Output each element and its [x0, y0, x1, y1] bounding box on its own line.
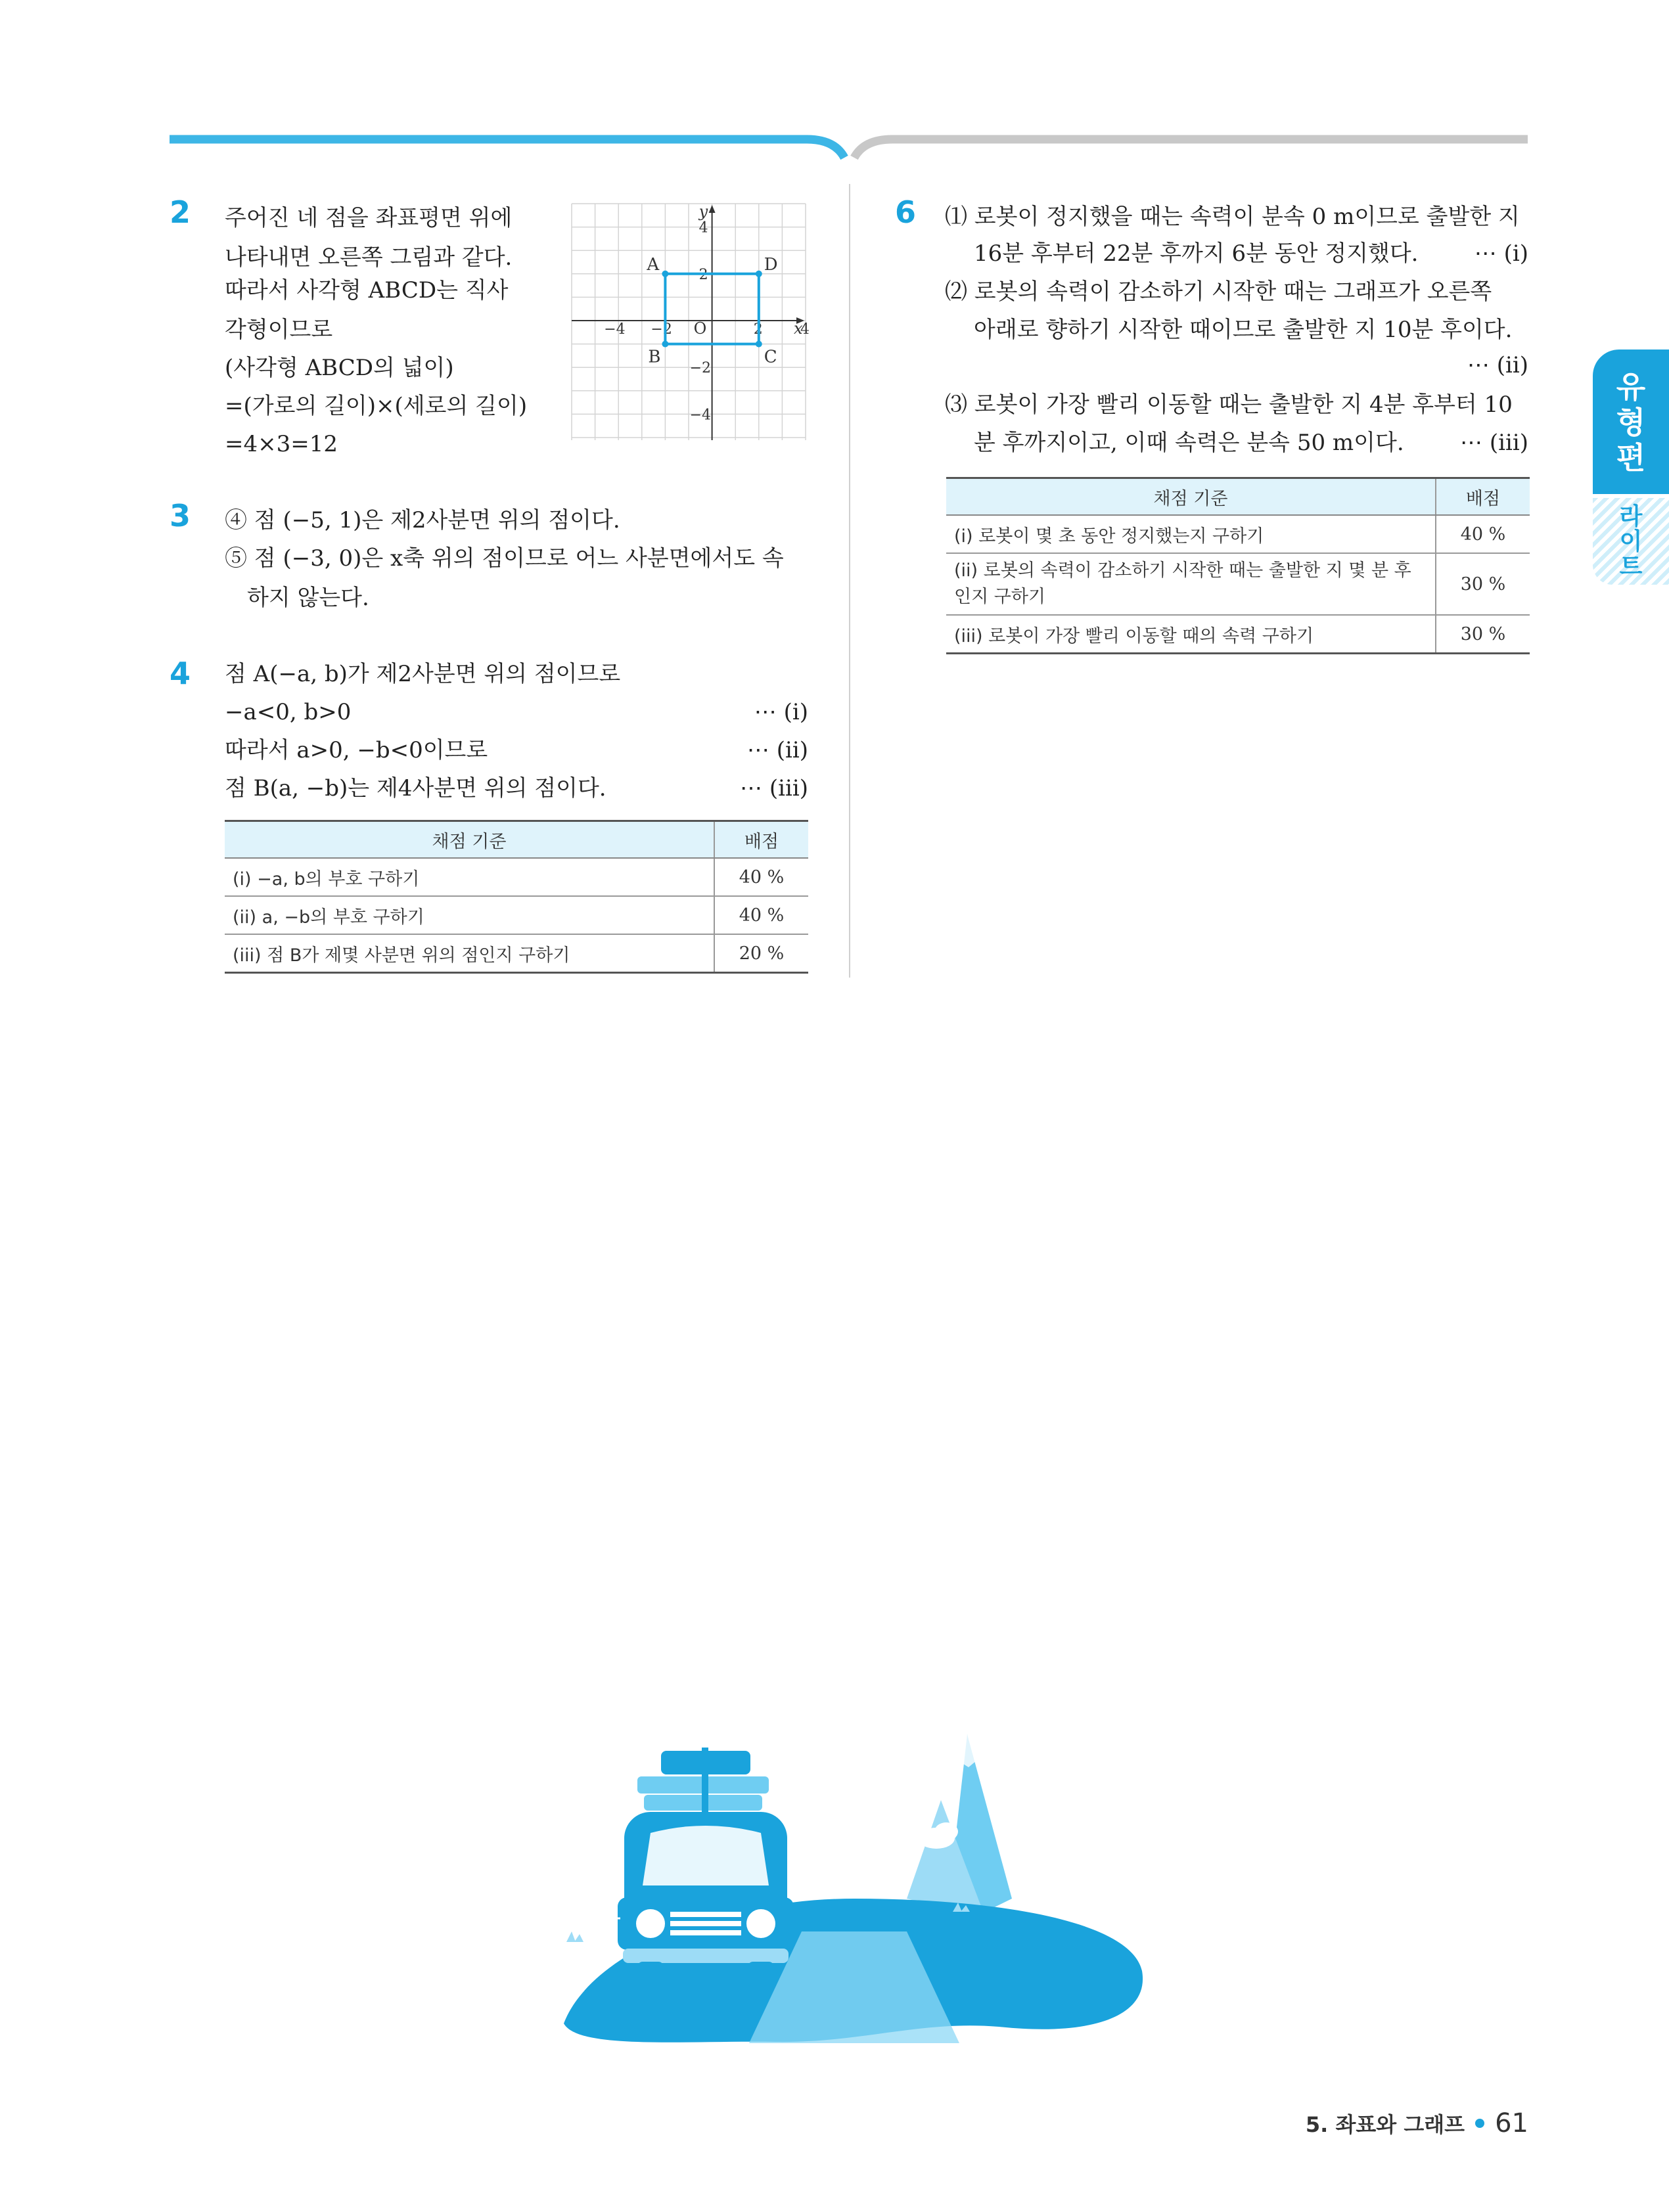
q6-item-3-line-2: 분 후까지이고, 이때 속력은 분속 50 m이다. [974, 430, 1404, 456]
table-row [946, 553, 1530, 615]
origin-label: O [693, 319, 707, 338]
q4-row-2-criteria: (ii) a, −b의 부호 구하기 [225, 896, 714, 934]
q4-tag-2: ⋯ (ii) [746, 737, 808, 763]
point-a [662, 271, 668, 277]
y-tick-label: 2 [698, 266, 708, 283]
q4-block [225, 654, 808, 812]
q6-row-1-score: 40 % [1436, 515, 1530, 553]
q3-line-2: ⑤ 점 (−3, 0)은 x축 위의 점이므로 어느 사분면에서도 속 [225, 545, 784, 572]
q6-tag-2: ⋯ (ii) [1467, 352, 1528, 378]
q4-table-header-score: 배점 [714, 821, 808, 859]
q6-row-3-criteria: (iii) 로봇이 가장 빨리 이동할 때의 속력 구하기 [946, 615, 1436, 654]
table-row [225, 896, 808, 934]
q4-row-3-score: 20 % [714, 934, 808, 973]
question-number-6: 6 [895, 194, 917, 230]
q3-line-1: ④ 점 (−5, 1)은 제2사분면 위의 점이다. [225, 507, 620, 533]
q4-line-4: 점 B(a, −b)는 제4사분면 위의 점이다. [225, 775, 606, 801]
table-row [946, 515, 1530, 553]
q2-line-5: (사각형 ABCD의 넓이) [225, 355, 454, 381]
sparkle-icon [590, 1903, 620, 1930]
q6-table-header-score: 배점 [1436, 478, 1530, 516]
car-road-illustration [552, 1734, 1156, 2063]
point-label: C [764, 347, 777, 367]
q2-line-1: 주어진 네 점을 좌표평면 위에 [225, 205, 513, 231]
footer [1306, 2105, 1528, 2142]
q4-tag-1: ⋯ (i) [754, 699, 808, 725]
q6-row-2-criteria: (ii) 로봇의 속력이 감소하기 시작한 때는 출발한 지 몇 분 후인지 구하기 [946, 553, 1436, 615]
table-row [946, 615, 1530, 654]
q2-line-7: =4×3=12 [225, 431, 338, 457]
side-tab-sub-label: 라 이 트 [1619, 503, 1643, 580]
coordinate-graph [572, 202, 810, 440]
q6-item-1-line-2: 16분 후부터 22분 후까지 6분 동안 정지했다. [974, 240, 1419, 267]
q2-line-4: 각형이므로 [225, 317, 333, 343]
footer-chapter: 5. 좌표와 그래프 [1305, 2112, 1465, 2137]
point-b [662, 341, 668, 348]
q4-line-2: −a<0, b>0 [225, 699, 352, 725]
x-tick-label: 4 [800, 321, 810, 338]
point-label: B [648, 347, 661, 367]
y-axis-label: y [698, 202, 708, 221]
side-tab-main-label: 유 형 편 [1616, 369, 1646, 476]
y-tick-label: −2 [689, 360, 712, 377]
q6-item-2-line-2: 아래로 향하기 시작한 때이므로 출발한 지 10분 후이다. [974, 317, 1513, 343]
q4-scoring-table [225, 820, 808, 974]
question-number-4: 4 [170, 656, 191, 691]
q2-line-2: 나타내면 오른쪽 그림과 같다. [225, 244, 513, 271]
point-label: A [647, 254, 660, 275]
question-number-2: 2 [170, 194, 191, 230]
question-number-3: 3 [170, 498, 191, 533]
x-tick-label: −2 [651, 321, 672, 338]
q6-item-2-line-1: ⑵ 로봇의 속력이 감소하기 시작한 때는 그래프가 오른쪽 [945, 279, 1492, 305]
q4-row-3-criteria: (iii) 점 B가 제몇 사분면 위의 점인지 구하기 [225, 934, 714, 973]
q3-line-3: 하지 않는다. [247, 585, 369, 611]
q4-line-1: 점 A(−a, b)가 제2사분면 위의 점이므로 [225, 661, 621, 687]
y-axis-arrow-icon [709, 205, 716, 213]
header-bar [0, 0, 1669, 158]
q6-item-1-line-1: ⑴ 로봇이 정지했을 때는 속력이 분속 0 m이므로 출발한 지 [945, 204, 1520, 230]
table-row [225, 934, 808, 973]
q6-tag-1: ⋯ (i) [1474, 240, 1528, 267]
q4-row-1-criteria: (i) −a, b의 부호 구하기 [225, 858, 714, 896]
q2-line-3: 따라서 사각형 ABCD는 직사 [225, 277, 509, 304]
point-c [756, 341, 762, 348]
q4-row-2-score: 40 % [714, 896, 808, 934]
page-number: 61 [1495, 2108, 1528, 2138]
q6-scoring-table [946, 477, 1530, 654]
q4-table-header-criteria: 채점 기준 [225, 821, 714, 859]
side-tab[interactable] [1593, 350, 1669, 585]
y-tick-label: −4 [689, 407, 712, 424]
x-tick-label: −4 [604, 321, 626, 338]
q4-line-3: 따라서 a>0, −b<0이므로 [225, 737, 488, 763]
x-axis-label: x [794, 319, 803, 338]
column-divider [849, 184, 850, 978]
q6-row-1-criteria: (i) 로봇이 몇 초 동안 정지했는지 구하기 [946, 515, 1436, 553]
x-tick-label: 2 [753, 321, 763, 338]
q6-row-2-score: 30 % [1436, 553, 1530, 615]
q4-tag-3: ⋯ (iii) [740, 775, 808, 801]
q6-item-3-line-1: ⑶ 로봇이 가장 빨리 이동할 때는 출발한 지 4분 후부터 10 [945, 392, 1513, 418]
table-row [225, 858, 808, 896]
q2-line-6: =(가로의 길이)×(세로의 길이) [225, 393, 528, 419]
q6-table-header-criteria: 채점 기준 [946, 478, 1436, 516]
q4-row-1-score: 40 % [714, 858, 808, 896]
point-d [756, 271, 762, 277]
q6-tag-3: ⋯ (iii) [1460, 430, 1528, 456]
q6-block [945, 197, 1528, 473]
point-label: D [764, 254, 778, 275]
q6-row-3-score: 30 % [1436, 615, 1530, 654]
footer-dot-icon [1475, 2119, 1484, 2128]
y-tick-label: 4 [698, 219, 708, 237]
